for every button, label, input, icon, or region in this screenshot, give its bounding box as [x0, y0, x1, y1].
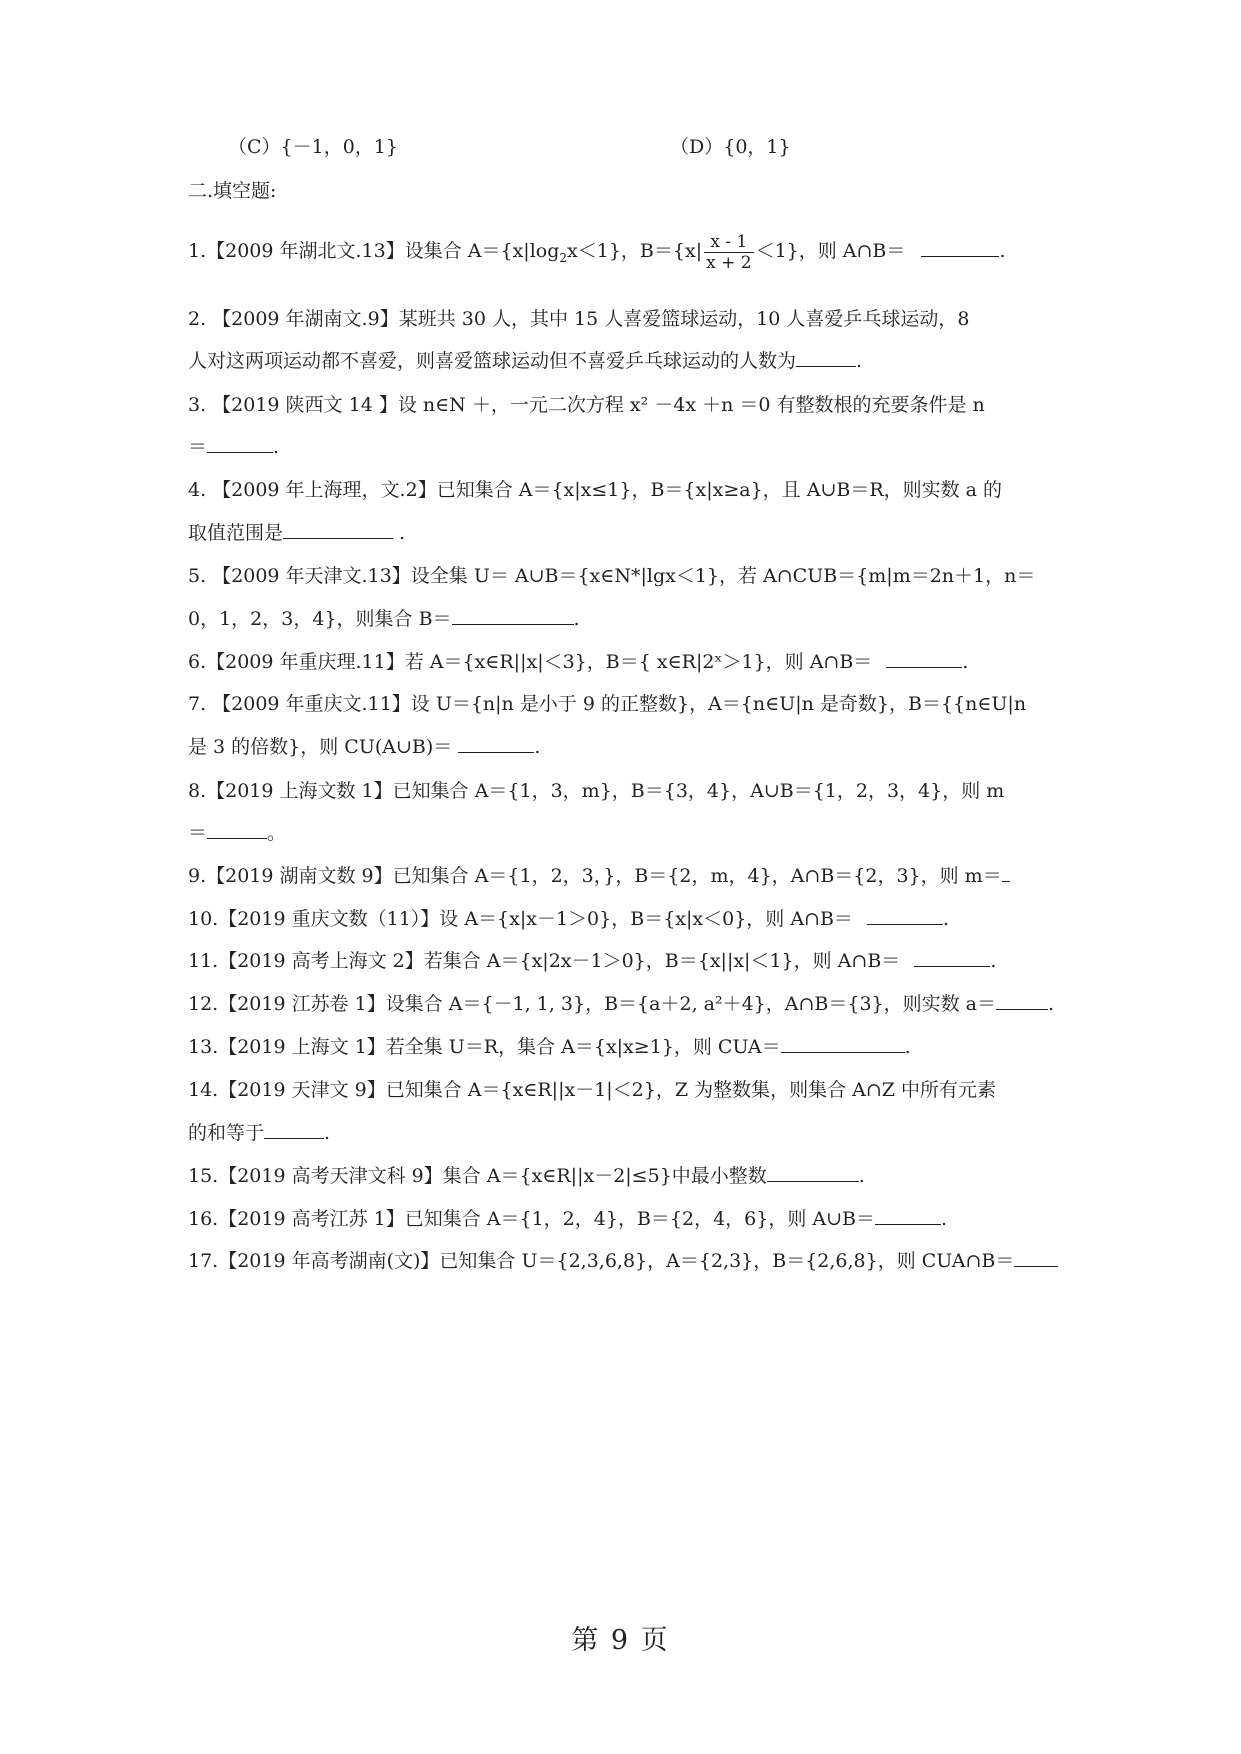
- question-4-line-1: 4. 【2009 年上海理，文.2】已知集合 A＝{x|x≤1}，B＝{x|x≥a}，且 A∪B＝R，则实数 a 的: [188, 479, 1003, 501]
- page-number: 第 9 页: [571, 1625, 670, 1656]
- q3-end: .: [273, 436, 280, 458]
- q8-text: ＝: [188, 822, 208, 844]
- q2-text: 人对这两项运动都不喜爱，则喜爱篮球运动但不喜爱乒乓球运动的人数为: [188, 350, 797, 372]
- answer-blank[interactable]: [921, 238, 999, 257]
- answer-blank[interactable]: [781, 1034, 905, 1053]
- answer-blank[interactable]: [875, 1206, 941, 1225]
- question-10: [188, 906, 1058, 932]
- q1-text-post: ＜1}，则 A∩B＝: [755, 240, 906, 262]
- answer-blank[interactable]: [867, 906, 943, 925]
- q1-text-mid: x＜1}，B＝{x|: [567, 240, 703, 262]
- q3-text: ＝: [188, 436, 208, 458]
- section-title: 二.填空题:: [188, 180, 277, 202]
- q15-text: 15.【2019 高考天津文科 9】集合 A＝{x∈R||x－2|≤5}中最小整数: [188, 1165, 767, 1187]
- q11-end: .: [990, 950, 997, 972]
- q14-text: 的和等于: [188, 1122, 265, 1144]
- q4-text: 取值范围是: [188, 522, 284, 544]
- q4-end: .: [393, 522, 406, 544]
- q5-text: 0，1，2，3，4}，则集合 B＝: [188, 608, 452, 630]
- q2-end: .: [856, 350, 863, 372]
- q15-end: .: [858, 1165, 865, 1187]
- q1-text-pre: 1.【2009 年湖北文.13】设集合 A＝{x|log: [188, 240, 560, 262]
- question-5-line-2: [188, 606, 1058, 632]
- question-13: [188, 1034, 1058, 1060]
- option-d: （D）{0，1}: [670, 136, 791, 158]
- answer-blank[interactable]: [283, 520, 393, 539]
- question-14-line-2: [188, 1120, 1058, 1146]
- question-6: [188, 649, 1058, 675]
- question-7-line-1: 7. 【2009 年重庆文.11】设 U＝{n|n 是小于 9 的正整数}，A＝{n∈U|n 是奇数}，B＝{{n∈U|n: [188, 693, 1027, 715]
- question-8-line-1: 8.【2019 上海文数 1】已知集合 A＝{1，3，m}，B＝{3，4}，A∪B＝{1，2，3，4}，则 m: [188, 780, 1005, 802]
- answer-blank[interactable]: [452, 606, 574, 625]
- q1-numerator: x - 1: [704, 232, 753, 253]
- q12-text: 12.【2019 江苏卷 1】设集合 A＝{－1, 1, 3}，B＝{a＋2, a²＋4}，A∩B＝{3}，则实数 a＝: [188, 993, 997, 1015]
- q1-subscript: 2: [559, 250, 568, 265]
- answer-blank[interactable]: [458, 734, 534, 753]
- q9-text: 9.【2019 湖南文数 9】已知集合 A＝{1，2，3，}，B＝{2，m，4}，A∩B＝{2，3}，则 m＝: [188, 865, 1002, 887]
- question-7-line-2: [188, 734, 1058, 760]
- answer-blank[interactable]: [796, 348, 856, 367]
- q1-denominator: x + 2: [706, 252, 752, 272]
- answer-blank[interactable]: [207, 434, 273, 453]
- q7-end: .: [534, 736, 541, 758]
- q13-text: 13.【2019 上海文 1】若全集 U＝R，集合 A＝{x|x≥1}，则 CUA＝: [188, 1036, 781, 1058]
- q7-text: 是 3 的倍数}，则 CU(A∪B)＝: [188, 736, 459, 758]
- q10-text: 10.【2019 重庆文数（11）】设 A＝{x|x－1＞0}，B＝{x|x＜0}，则 A∩B＝: [188, 908, 859, 930]
- question-4-line-2: [188, 520, 1058, 546]
- q1-fraction: [704, 232, 753, 273]
- question-8-line-2: [188, 820, 1058, 846]
- q17-text: 17.【2019 年高考湖南(文)】已知集合 U＝{2,3,6,8}，A＝{2,3}，B＝{2,6,8}，则 CUA∩B＝: [188, 1250, 1015, 1272]
- question-3-line-2: [188, 434, 1058, 460]
- q6-end: .: [962, 651, 969, 673]
- answer-blank[interactable]: [207, 820, 267, 839]
- q16-end: .: [941, 1208, 948, 1230]
- question-16: [188, 1206, 1058, 1232]
- q11-text: 11.【2019 高考上海文 2】若集合 A＝{x|2x－1＞0}，B＝{x||x|＜1}，则 A∩B＝: [188, 950, 907, 972]
- q16-text: 16.【2019 高考江苏 1】已知集合 A＝{1，2，4}，B＝{2，4，6}，则 A∪B＝: [188, 1208, 875, 1230]
- question-15: [188, 1163, 1058, 1189]
- answer-blank[interactable]: [1002, 863, 1010, 882]
- answer-blank[interactable]: [996, 991, 1048, 1010]
- answer-blank[interactable]: [886, 649, 962, 668]
- q1-end: .: [999, 240, 1006, 262]
- q8-end: 。: [267, 822, 287, 844]
- answer-blank[interactable]: [914, 948, 990, 967]
- q5-end: .: [573, 608, 580, 630]
- q12-end: .: [1048, 993, 1055, 1015]
- answer-blank[interactable]: [767, 1163, 859, 1182]
- question-2-line-2: [188, 348, 1058, 374]
- question-3-line-1: 3. 【2019 陕西文 14 】设 n∈N ＋，一元二次方程 x² －4x ＋n ＝0 有整数根的充要条件是 n: [188, 394, 985, 416]
- q6-text: 6.【2009 年重庆理.11】若 A＝{x∈R||x|＜3}，B＝{ x∈R|2ˣ＞1}，则 A∩B＝: [188, 651, 879, 673]
- answer-blank[interactable]: [1014, 1248, 1058, 1267]
- question-12: [188, 991, 1058, 1017]
- question-17: [188, 1248, 1058, 1274]
- question-14-line-1: 14.【2019 天津文 9】已知集合 A＝{x∈R||x－1|＜2}，Z 为整数集，则集合 A∩Z 中所有元素: [188, 1079, 997, 1101]
- question-2-line-1: 2. 【2009 年湖南文.9】某班共 30 人，其中 15 人喜爱篮球运动，10 人喜爱乒乓球运动，8: [188, 308, 970, 330]
- q10-end: .: [942, 908, 950, 930]
- answer-blank[interactable]: [264, 1120, 324, 1139]
- question-11: [188, 948, 1058, 974]
- question-9: [188, 863, 1058, 889]
- question-1: [188, 230, 1058, 272]
- q13-end: .: [904, 1036, 911, 1058]
- q14-end: .: [324, 1122, 331, 1144]
- question-5-line-1: 5. 【2009 年天津文.13】设全集 U＝ A∪B＝{x∈N*|lgx＜1}，若 A∩CUB＝{m|m＝2n＋1，n＝: [188, 565, 1036, 587]
- option-c: （C）{－1，0，1}: [228, 136, 398, 158]
